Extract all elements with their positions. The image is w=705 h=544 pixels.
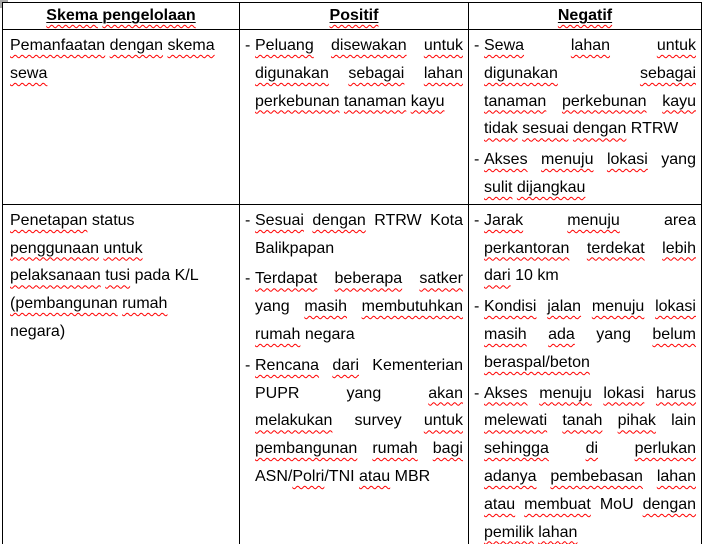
misspelled-word: lebih [662,239,696,257]
misspelled-word: digunakan [255,64,329,82]
text-line [255,380,463,408]
list-item-content [255,207,463,263]
header-underline-text [330,7,379,24]
list-item-content [484,146,696,202]
misspelled-word: menuju [567,211,620,229]
misspelled-word: satker [419,270,463,288]
misspelled-word: terdekat [586,239,645,257]
text-line [484,407,696,435]
list-item-content [255,265,463,348]
word: yang [661,151,696,169]
text-line [255,321,463,349]
list-item-content [484,380,696,544]
word: MoU [599,495,634,513]
table-cell-r2-c2[interactable] [240,204,469,544]
misspelled-word: masih [304,298,347,316]
text-line [10,32,234,60]
word: yang [255,298,290,316]
table-body [3,30,702,544]
misspelled-word: Pemanfaatan [10,37,106,54]
word: PUPR [255,384,300,402]
text-line [255,352,463,380]
list-item [474,146,696,202]
text-line [10,318,234,346]
text-line [255,88,463,116]
misspelled-word: dari [332,356,359,374]
text-line [10,207,234,235]
list-item [245,265,463,348]
word: pada [134,267,171,285]
misspelled-word: lahan [538,523,578,541]
misspelled-word: lahan [656,467,696,485]
text-line [484,463,696,491]
misspelled-word: Sesuai [255,211,304,229]
misspelled-word: kayu [410,92,445,110]
misspelled-word: dengan [312,211,366,229]
misspelled-word: Rencana [255,356,320,374]
word: yang [596,325,631,343]
misspelled-word: untuk [423,37,463,54]
list-item [474,207,696,290]
misspelled-word: Akses [484,384,528,402]
text-line [484,262,696,290]
misspelled-word: akan [428,384,463,402]
text-line [10,235,234,263]
list-dash-marker: - [245,211,251,229]
word: yang [346,384,382,402]
header-underline-text [46,7,195,24]
misspelled-word: Negatif [557,7,613,24]
misspelled-word: Akses [484,151,528,169]
word: 10 [515,267,533,285]
misspelled-word: menuju [539,384,592,402]
text-line [484,435,696,463]
word: RTRW [630,120,679,138]
misspelled-word: ada [548,325,575,343]
misspelled-word: untuk [656,37,696,54]
word: survey [354,412,402,430]
misspelled-word: Terdapat [255,270,318,288]
misspelled-word: atau [359,467,391,485]
word: /TNI [324,467,355,485]
misspelled-word: dijangkau [516,178,586,196]
text-line [484,207,696,235]
list-dash-marker: - [474,37,480,54]
misspelled-word: sulit [484,178,513,196]
text-line [255,265,463,293]
misspelled-word: perkantoran [484,239,570,257]
misspelled-word: belum [652,325,696,343]
misspelled-word: penggunaan [10,239,99,257]
misspelled-word: sewa [10,64,48,82]
text-line [255,407,463,435]
word: RTRW [374,211,422,229]
word: km [537,267,559,285]
misspelled-word: digunakan [484,64,558,82]
misspelled-word: untuk [103,239,143,257]
misspelled-word: atau [484,495,516,513]
list-dash-marker: - [245,37,251,54]
misspelled-word: sehingga [484,440,549,458]
misspelled-word: jalan [547,298,582,316]
list-dash-marker: - [474,298,480,316]
text-line [255,293,463,321]
misspelled-word: perkebunan [255,92,340,110]
word: Balikpapan [255,239,335,257]
misspelled-word: Sewa [484,37,525,54]
list-item [474,293,696,376]
misspelled-word: menuju [541,151,594,169]
misspelled-word: pembebasan [550,467,643,485]
list-item [245,32,463,115]
text-line [484,115,696,143]
text-line [484,519,696,544]
misspelled-word: sebagai [639,64,696,82]
misspelled-word: disewakan [330,37,407,54]
text-line [255,435,463,463]
misspelled-word: menuju [591,298,645,316]
list-item [474,32,696,143]
misspelled-word: sesuai [522,120,569,138]
list-dash-marker: - [245,356,251,374]
text-line [255,60,463,88]
misspelled-word: perlukan [634,440,696,458]
table-row [3,204,702,544]
text-line [484,60,696,88]
misspelled-word: Peluang [255,37,314,54]
text-line [484,174,696,202]
misspelled-word: dengan [572,120,627,138]
text-line [255,463,463,491]
misspelled-word: pembangunan [255,440,358,458]
misspelled-word: melakukan [255,412,333,430]
misspelled-word: sebagai [348,64,405,82]
text-line [255,32,463,60]
misspelled-word: pelaksanaan [10,267,101,285]
misspelled-word: di [585,440,599,458]
text-line [484,293,696,321]
word: Kementerian [372,356,463,374]
word: Kota [430,211,463,229]
text-line [10,60,234,88]
misspelled-word: Positif [329,7,379,24]
misspelled-word: dengan [642,495,697,513]
misspelled-word: adanya [484,467,537,485]
misspelled-word: beberapa [334,270,403,288]
misspelled-word: untuk [423,412,463,430]
misspelled-word: membutuhkan [361,298,463,316]
word: K/L [174,267,199,285]
misspelled-word: perkebunan [561,92,647,110]
comparison-table [2,2,702,544]
text-line [484,32,696,60]
table-row [3,30,702,205]
table-cell-r2-c1[interactable] [3,204,240,544]
text-line [484,380,696,408]
misspelled-word: membuat [524,495,591,513]
misspelled-word: lahan [423,64,463,82]
misspelled-word: tanaman [343,92,407,110]
misspelled-word: rumah [372,440,418,458]
misspelled-word: rumah [122,295,168,313]
misspelled-word: Polri [292,467,325,485]
misspelled-word: Kondisi [484,298,537,316]
list-dash-marker: - [474,384,480,402]
column-header-skema-pengelolaan [3,3,240,30]
text-line [10,290,234,318]
word: status [91,211,135,229]
misspelled-word: dengan [109,37,164,54]
list-dash-marker: - [474,151,480,169]
text-line [255,235,463,263]
word: lain [671,412,696,430]
list-item [474,380,696,544]
misspelled-word: Skema [46,7,98,24]
column-header-negatif [469,3,702,30]
misspelled-word: pihak [617,412,656,430]
misspelled-word: harus [655,384,697,402]
text-line [484,146,696,174]
misspelled-word: tanah [562,412,603,430]
table-cell-r2-c3[interactable] [469,204,702,544]
misspelled-word: pemilik [484,523,534,541]
list-item [245,207,463,263]
list-item-content [255,352,463,491]
misspelled-word: tanaman [484,92,547,110]
text-line [484,88,696,116]
list-item-content [484,293,696,376]
table-cell-r1-c2[interactable] [240,30,469,205]
misspelled-word: pengelolaan [102,7,196,24]
list-item-content [484,207,696,290]
text-line [484,235,696,263]
misspelled-word: dari [484,267,511,285]
list-item-content [255,32,463,115]
text-line [255,207,463,235]
misspelled-word: masih [484,325,527,343]
misspelled-word: Penetapan [10,211,88,229]
misspelled-word: lokasi [606,151,648,169]
word: ASN/ [255,467,293,485]
table-cell-r1-c3[interactable] [469,30,702,205]
text-line [10,262,234,290]
text-line [484,349,696,377]
list-item-content [484,32,696,143]
list-dash-marker: - [245,270,251,288]
text-line [484,321,696,349]
misspelled-word: tidak [484,120,518,138]
list-dash-marker: - [474,211,480,229]
misspelled-word: rumah [255,325,301,343]
misspelled-word: lokasi [603,384,645,402]
misspelled-word: beraspal/beton [484,353,590,371]
table-cell-r1-c1[interactable] [3,30,240,205]
header-row [3,3,702,30]
misspelled-word: skema [167,37,215,54]
misspelled-word: lokasi [655,298,696,316]
misspelled-word: (pembangunan [10,295,118,313]
list-item [245,352,463,491]
misspelled-word: bagi [432,440,463,458]
text-line [484,491,696,519]
misspelled-word: tusi [105,267,131,285]
word: MBR [394,467,431,485]
word: negara [304,325,355,343]
misspelled-word: Jarak [484,211,524,229]
word: negara) [10,322,66,340]
column-header-positif [240,3,469,30]
header-underline-text [558,7,612,24]
misspelled-word: kayu [662,92,696,110]
misspelled-word: melewati [484,412,548,430]
word: area [663,211,696,229]
misspelled-word: lahan [570,37,611,54]
